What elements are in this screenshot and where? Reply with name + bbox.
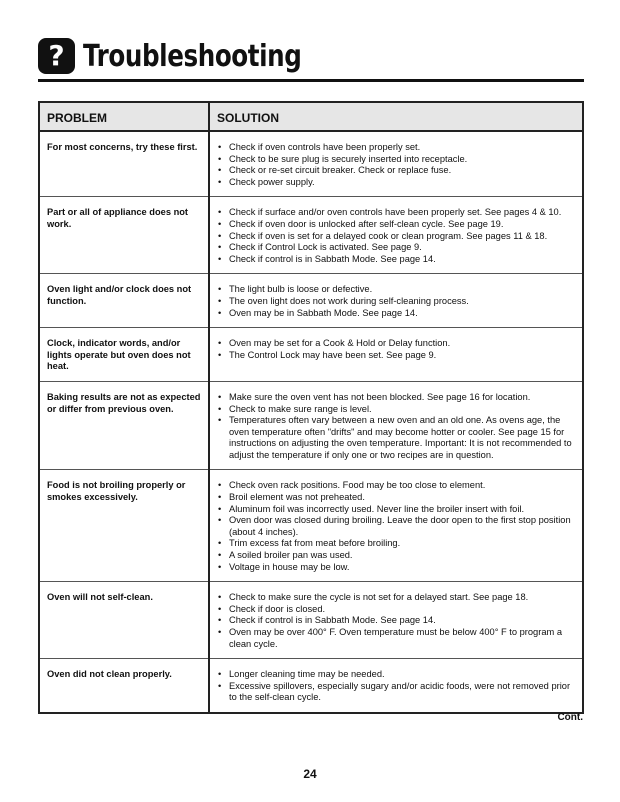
table-header-row [39,102,583,131]
solution-item: • Make sure the oven vent has not been blocked. See page 16 for location. [217,392,576,404]
problem-cell: Oven will not self-clean. [39,582,209,659]
solution-item: • The oven light does not work during self-cleaning process. [217,296,576,308]
solution-cell [209,328,583,382]
solution-column-header: SOLUTION [209,102,583,131]
continued-label: Cont. [557,712,583,723]
solution-item: • Check oven rack positions. Food may be too close to element. [217,480,576,492]
solution-item: • Voltage in house may be low. [217,562,576,574]
problem-cell: Clock, indicator words, and/or lights operate but oven does not heat. [39,328,209,382]
page-header [38,36,349,76]
solution-list [217,669,576,704]
table-row [39,274,583,328]
table-row [39,131,583,197]
solution-item: • Check power supply. [217,177,576,189]
solution-item: • Oven may be set for a Cook & Hold or Delay function. [217,338,576,350]
solution-item: • Check if control is in Sabbath Mode. See page 14. [217,615,576,627]
title-underline [38,79,584,82]
solution-item: • Check if Control Lock is activated. See page 9. [217,242,576,254]
solution-item: • Check if oven controls have been properly set. [217,142,576,154]
solution-list [217,480,576,573]
problem-cell: Part or all of appliance does not work. [39,197,209,274]
solution-item: • Check if control is in Sabbath Mode. See page 14. [217,254,576,266]
solution-cell [209,381,583,470]
problem-cell: Baking results are not as expected or differ from previous oven. [39,381,209,470]
table-row [39,470,583,582]
table-row [39,659,583,713]
solution-list [217,592,576,650]
solution-cell [209,582,583,659]
problem-cell: Oven light and/or clock does not function. [39,274,209,328]
solution-item: • Oven may be in Sabbath Mode. See page 14. [217,308,576,320]
table-body [39,131,583,713]
solution-list [217,142,576,188]
solution-item: • Broil element was not preheated. [217,492,576,504]
solution-item: • Check to make sure range is level. [217,404,576,416]
table-row [39,582,583,659]
troubleshooting-table [38,101,584,714]
solution-item: • Check if oven is set for a delayed cook or clean program. See pages 11 & 18. [217,231,576,243]
solution-item: • Check if door is closed. [217,604,576,616]
solution-item: • Excessive spillovers, especially sugary and/or acidic foods, were not removed prior to the self-clean cycle. [217,681,576,704]
question-mark-icon: ? [38,38,75,74]
solution-item: • Check if oven door is unlocked after self-clean cycle. See page 19. [217,219,576,231]
solution-item: • Aluminum foil was incorrectly used. Never line the broiler insert with foil. [217,504,576,516]
solution-item: • Check or re-set circuit breaker. Check or replace fuse. [217,165,576,177]
solution-cell [209,131,583,197]
solution-item: • Check if surface and/or oven controls have been properly set. See pages 4 & 10. [217,207,576,219]
table-row [39,381,583,470]
solution-item: • Longer cleaning time may be needed. [217,669,576,681]
solution-list [217,284,576,319]
problem-column-header: PROBLEM [39,102,209,131]
page-title: Troubleshooting [83,38,302,74]
solution-cell [209,274,583,328]
solution-item: • The light bulb is loose or defective. [217,284,576,296]
solution-item: • Check to make sure the cycle is not set for a delayed start. See page 18. [217,592,576,604]
solution-item: • The Control Lock may have been set. See page 9. [217,350,576,362]
solution-list [217,338,576,361]
solution-item: • Oven door was closed during broiling. Leave the door open to the first stop position (about 4 inches). [217,515,576,538]
solution-item: • Check to be sure plug is securely inserted into receptacle. [217,154,576,166]
solution-cell [209,470,583,582]
table-row [39,197,583,274]
solution-item: • A soiled broiler pan was used. [217,550,576,562]
table-row [39,328,583,382]
problem-cell: Food is not broiling properly or smokes excessively. [39,470,209,582]
solution-list [217,392,576,462]
solution-cell [209,659,583,713]
solution-item: • Oven may be over 400° F. Oven temperature must be below 400° F to program a clean cycle. [217,627,576,650]
solution-item: • Trim excess fat from meat before broiling. [217,538,576,550]
page-number: 24 [303,767,317,781]
solution-cell [209,197,583,274]
solution-item: • Temperatures often vary between a new oven and an old one. As ovens age, the oven temperature often "drifts" and may become hotter or cooler. See page 15 for instructions on adjusting the oven temperature. Important: It is not recommended to adjust the temperature if only one or two recipes are in question. [217,415,576,461]
problem-cell: For most concerns, try these first. [39,131,209,197]
problem-cell: Oven did not clean properly. [39,659,209,713]
solution-list [217,207,576,265]
